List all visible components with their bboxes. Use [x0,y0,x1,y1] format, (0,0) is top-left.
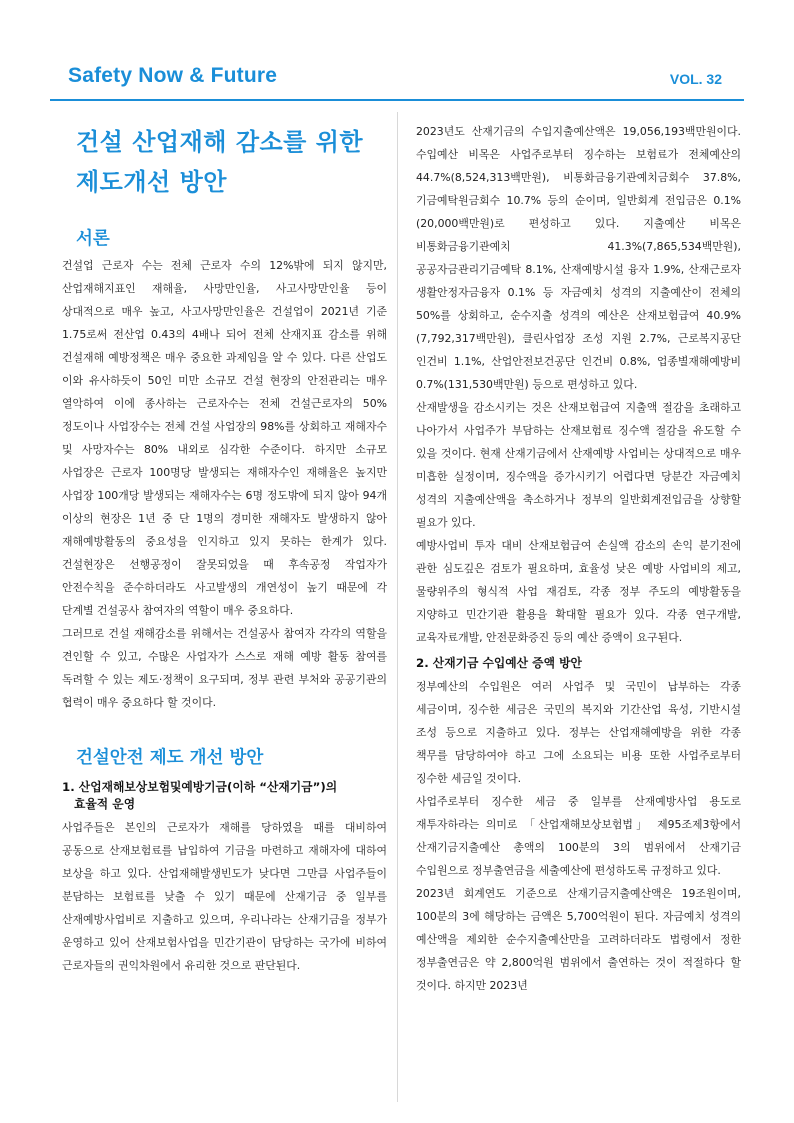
article-title-line1: 건설 산업재해 감소를 위한 [76,128,364,156]
page-header [50,0,744,100]
intro-paragraph-1: 건설업 근로자 수는 전체 근로자 수의 12%밖에 되지 않지만, 산업재해지표인 재해율, 사망만인율, 사고사망만인율 등이 상대적으로 매우 높고, 사고사망만인율은 건설업이 2021년 기준 1.75로써 전산업 0.43의 4배나 되어 전체 산재지표 감소를 위해 건설재해 예방정책은 매우 중요한 과제임을 알 수 있다. 다른 산업도 이와 유사하듯이 50인 미만 소규모 건설 현장의 안전관리는 매우 열악하여 이에 종사하는 근로자수는 전체 건설근로자의 50% 정도이나 사업장수는 전체 건설 사업장의 98%를 상회하고 재해자수 및 사망자수는 80% 내외로 심각한 수준이다. 하지만 소규모 사업장은 근로자 100명당 발생되는 재해자수인 재해율은 높지만 사업장 100개당 발생되는 재해자수는 6명 정도밖에 되지 않아 94개 이상의 현장은 1년 중 단 1명의 경미한 재해자도 발생하지 않아 재해예방활동의 중요성을 인지하고 있지 못하는 한계가 있다. 건설현장은 선행공정이 잘못되었을 때 후속공정 작업자가 안전수칙을 준수하더라도 사고발생의 개연성이 높기 때문에 각 단계별 건설공사 참여자의 역할이 매우 중요하다. [62,259,387,617]
magazine-brand: Safety Now & Future [68,64,278,87]
budget-paragraph: 2023년도 산재기금의 수입지출예산액은 19,056,193백만원이다. 수입예산 비목은 사업주로부터 징수하는 보험료가 전체예산의 44.7%(8,524,313백만원), 비통화금융기관예치금회수 37.8%, 기금예탁원금회수 10.7% 등의 순이며, 일반회계 전입금은 0.1%(20,000백만원)로 편성하고 있다. 지출예산 비목은 비통화금융기관예치 41.3%(7,865,534백만원), 공공자금관리기금예탁 8.1%, 산재예방시설 융자 1.9%, 산재근로자 생활안정자금융자 0.1% 등 자금예치 성격의 지출예산이 전체의 50%를 상회하고, 순수지출 성격의 예산은 산재보험급여 40.9%(7,792,317백만원), 클린사업장 조성 지원 2.7%, 근로복지공단 인건비 1.1%, 산업안전보건공단 인건비 0.8%, 업종별재해예방비 0.7%(131,530백만원) 등으로 편성하고 있다. [416,125,741,391]
subsection-1-paragraph: 사업주들은 본인의 근로자가 재해를 당하였을 때를 대비하여 공동으로 산재보험료를 납입하여 기금을 마련하고 재해자에 대하여 보상을 하고 있다. 산업재해발생빈도가 낮다면 그만큼 사업주들이 분담하는 보험료를 낮출 수 있기 때문에 산재기금 중 일부를 산재예방사업비로 지출하고 있으며, 우리나라는 산재기금을 정부가 운영하고 있어 산재보험사업을 민간기관이 담당하는 국가에 비하여 근로자들의 권익차원에서 유리한 것으로 판단된다. [62,821,387,972]
legal-basis-paragraph: 사업주로부터 징수한 세금 중 일부를 산재예방사업 용도로 재투자하라는 의미로 「산업재해보상보험법」 제95조제3항에서 산재기금지출예산 총액의 100분의 3의 범위에서 산재기금 수입원으로 정부출연금을 세출예산에 편성하도록 규정하고 있다. [416,795,741,877]
investment-paragraph: 예방사업비 투자 대비 산재보험급여 손실액 감소의 손익 분기전에 관한 심도깊은 검토가 필요하며, 효율성 낮은 예방 사업비의 제고, 물량위주의 형식적 사업 재검토, 각종 정부 주도의 예방활동을 지양하고 민간기관 활용을 확대할 필요가 있다. 각종 연구개발, 교육자료개발, 안전문화증진 등의 예산 증액이 요구된다. [416,539,741,644]
intro-paragraph-2: 그러므로 건설 재해감소를 위해서는 건설공사 참여자 각각의 역할을 견인할 수 있고, 수많은 사업자가 스스로 재해 예방 활동 참여를 독려할 수 있는 제도·정책이 요구되며, 정부 관련 부처와 공공기관의 협력이 매우 중요하다 할 것이다. [62,627,387,709]
left-column [62,120,387,977]
header-rule [50,99,744,101]
article-title-line2: 제도개선 방안 [76,168,227,196]
article-title [62,122,387,202]
subsection-1-heading-line2: 효율적 운영 [74,797,136,811]
volume-label: VOL. 32 [669,71,722,87]
government-budget-paragraph: 정부예산의 수입원은 여러 사업주 및 국민이 납부하는 각종 세금이며, 징수한 세금은 국민의 복지와 기간산업 육성, 기반시설 조성 등으로 지출하고 있다. 정부는 산업재해예방을 위한 각종 책무를 담당하여야 하고 그에 소요되는 비용 또한 사업주로부터 징수한 세금일 것이다. [416,680,741,785]
section-heading: 건설안전 제도 개선 방안 [76,748,264,768]
column-divider [397,112,398,1102]
fiscal-year-paragraph: 2023년 회계연도 기준으로 산재기금지출예산액은 19조원이며, 100분의 3에 해당하는 금액은 5,700억원이 된다. 자금예치 성격의 예산액을 제외한 순수지출예산만을 고려하더라도 법령에서 정한 정부출연금은 약 2,800억원 범위에서 출연하는 것이 적절하다 할 것이다. 하지만 2023년 [416,887,741,992]
prevention-paragraph: 산재발생을 감소시키는 것은 산재보험급여 지출액 절감을 초래하고 나아가서 사업주가 부담하는 산재보험료 징수액 절감을 유도할 수 있을 것이다. 현재 산재기금에서 산재예방 사업비는 상대적으로 매우 미흡한 실정이며, 징수액을 증가시키기 어렵다면 당분간 자금예치 성격의 지출예산액을 축소하거나 정부의 일반회계전입금을 상향할 필요가 있다. [416,401,741,529]
subsection-2-heading: 2. 산재기금 수입예산 증액 방안 [416,656,582,670]
subsection-1-heading-line1: 1. 산업재해보상보험및예방기금(이하 “산재기금”)의 [62,780,338,794]
subsection-1-heading [62,779,387,813]
intro-heading: 서론 [76,229,110,249]
right-column [416,120,741,997]
